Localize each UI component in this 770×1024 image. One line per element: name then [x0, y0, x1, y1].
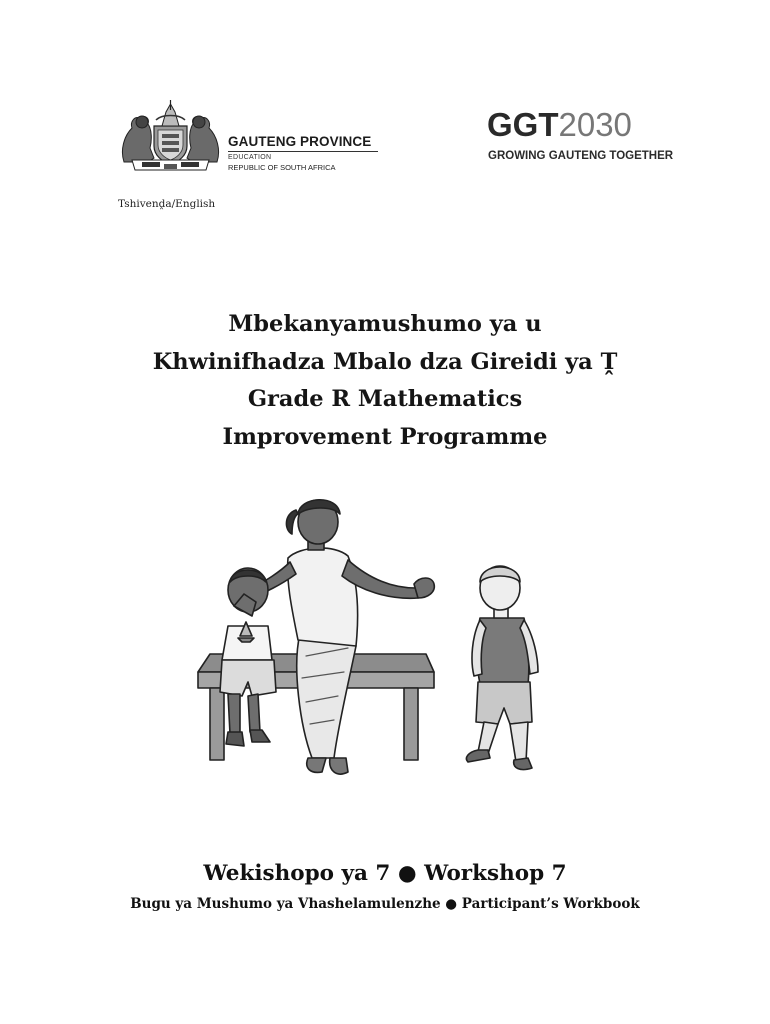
title-line: Mbekanyamushumo ya u: [228, 311, 542, 337]
title-line: Grade R Mathematics: [247, 386, 523, 412]
gauteng-province-logo: [118, 100, 388, 176]
logo-title: GAUTENG PROVINCE: [228, 134, 372, 149]
teacher-and-children-illustration: [188, 496, 568, 792]
workshop-heading: Wekishopo ya 7 ● Workshop 7: [203, 861, 567, 886]
logo-country: REPUBLIC OF SOUTH AFRICA: [228, 163, 336, 172]
ggt-tagline: GROWING GAUTENG TOGETHER: [488, 150, 674, 162]
logo-divider: [228, 151, 378, 152]
ggt-mark-bold: GGT: [487, 106, 559, 143]
coat-of-arms-icon: [118, 100, 223, 176]
page-title: [0, 306, 770, 456]
illustration-graphic: [188, 496, 568, 792]
workbook-subtitle: Bugu ya Mushumo ya Vhashelamulenzhe ● Participant’s Workbook: [130, 896, 640, 912]
ggt-mark-light: 2030: [558, 106, 632, 143]
ggt2030-logo: [487, 106, 677, 170]
title-line: Khwinifhadza Mbalo dza Gireidi ya Ṱ: [152, 348, 618, 375]
ggt-wordmark: [487, 108, 632, 141]
logo-department: EDUCATION: [228, 154, 272, 161]
title-line: Improvement Programme: [222, 423, 548, 450]
language-label: Tshivenḓa/English: [118, 198, 216, 210]
